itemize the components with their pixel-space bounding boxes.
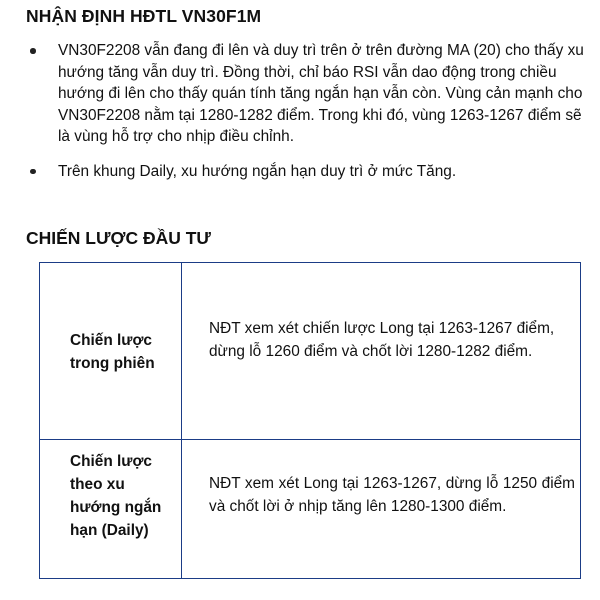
strategy-value-intraday: NĐT xem xét chiến lược Long tại 1263-1267 điểm, dừng lỗ 1260 điểm và chốt lời 1280-1282 điểm.	[209, 320, 555, 360]
table-row	[40, 263, 580, 439]
table-label-cell	[40, 263, 182, 439]
bullet-text: Trên khung Daily, xu hướng ngắn hạn duy trì ở mức Tăng.	[58, 162, 457, 180]
strategy-value-daily: NĐT xem xét Long tại 1263-1267, dừng lỗ 1250 điểm và chốt lời ở nhịp tăng lên 1280-1300 điểm.	[209, 475, 575, 515]
strategy-label-intraday: Chiến lược trong phiên	[70, 332, 155, 372]
bullet-dot-icon	[30, 48, 36, 54]
section-heading-market-view: NHẬN ĐỊNH HĐTL VN30F1M	[26, 6, 262, 26]
analysis-bullet-list	[26, 40, 592, 182]
analysis-bullet	[26, 161, 592, 183]
analysis-bullet	[26, 40, 592, 148]
strategy-table	[39, 262, 581, 579]
table-label-cell	[40, 440, 182, 578]
table-value-cell	[182, 440, 580, 578]
section-heading-strategy: CHIẾN LƯỢC ĐẦU TƯ	[26, 228, 211, 248]
strategy-label-daily: Chiến lược theo xu hướng ngắn hạn (Daily)	[70, 453, 162, 539]
bullet-dot-icon	[30, 169, 36, 175]
table-row	[40, 439, 580, 578]
table-value-cell	[182, 263, 580, 439]
bullet-text: VN30F2208 vẫn đang đi lên và duy trì trên ở trên đường MA (20) cho thấy xu hướng tăng vẫn duy trì. Đồng thời, chỉ báo RSI vẫn dao động trong chiều hướng đi lên cho thấy quán tính tăng ngắn hạn vẫn còn. Vùng cản mạnh cho VN30F2208 nằm tại 1280-1282 điểm. Trong khi đó, vùng 1263-1267 điểm sẽ là vùng hỗ trợ cho nhịp điều chỉnh.	[58, 42, 584, 145]
